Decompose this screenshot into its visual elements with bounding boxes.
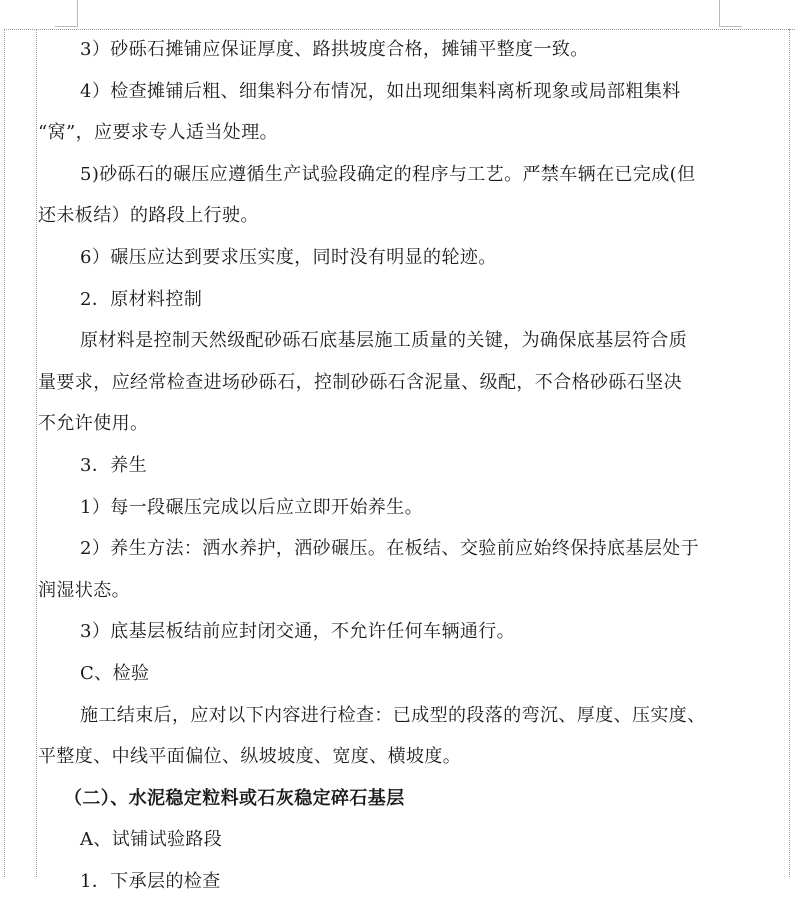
crop-mark <box>55 26 78 27</box>
paragraph-line: 5)砂砾石的碾压应遵循生产试验段确定的程序与工艺。严禁车辆在已完成(但 <box>80 163 696 185</box>
crop-mark <box>719 26 742 27</box>
margin-guide <box>36 29 37 877</box>
paragraph-line: 平整度、中线平面偏位、纵坡坡度、宽度、横坡度。 <box>38 746 462 768</box>
paragraph-line: 4）检查摊铺后粗、细集料分布情况，如出现细集料离析现象或局部粗集料 <box>80 80 681 102</box>
margin-guide <box>4 29 5 877</box>
paragraph-line: 不允许使用。 <box>38 413 149 435</box>
section-subheading: 3．养生 <box>80 454 148 476</box>
crop-mark <box>719 0 720 26</box>
section-subheading: 1．下承层的检查 <box>80 870 221 892</box>
paragraph-line: 原材料是控制天然级配砂砾石底基层施工质量的关键，为确保底基层符合质 <box>80 330 688 352</box>
paragraph-line: 6）碾压应达到要求压实度，同时没有明显的轮迹。 <box>80 246 497 268</box>
paragraph-line: 施工结束后，应对以下内容进行检查：已成型的段落的弯沉、厚度、压实度、 <box>80 704 706 726</box>
paragraph-line: 3）砂砾石摊铺应保证厚度、路拱坡度合格，摊铺平整度一致。 <box>80 39 589 60</box>
paragraph-line: 润湿状态。 <box>38 579 130 601</box>
crop-mark <box>77 0 78 26</box>
paragraph-line: “窝”，应要求专人适当处理。 <box>38 122 279 144</box>
section-subheading: 2．原材料控制 <box>80 288 203 310</box>
section-subheading: A、试铺试验路段 <box>80 829 223 851</box>
section-heading: （二）、水泥稳定粒料或石灰稳定碎石基层 <box>64 787 405 809</box>
paragraph-line: 2）养生方法：洒水养护，洒砂碾压。在板结、交验前应始终保持底基层处于 <box>80 538 700 560</box>
document-body[interactable] <box>38 29 790 902</box>
paragraph-line: 量要求，应经常检查进场砂砾石，控制砂砾石含泥量、级配，不合格砂砾石坚决 <box>38 371 682 393</box>
paragraph-line: 1）每一段碾压完成以后应立即开始养生。 <box>80 496 424 518</box>
paragraph-line: 3）底基层板结前应封闭交通，不允许任何车辆通行。 <box>80 621 516 643</box>
paragraph-line: 还未板结）的路段上行驶。 <box>38 205 259 227</box>
section-subheading: C、检验 <box>80 662 150 684</box>
